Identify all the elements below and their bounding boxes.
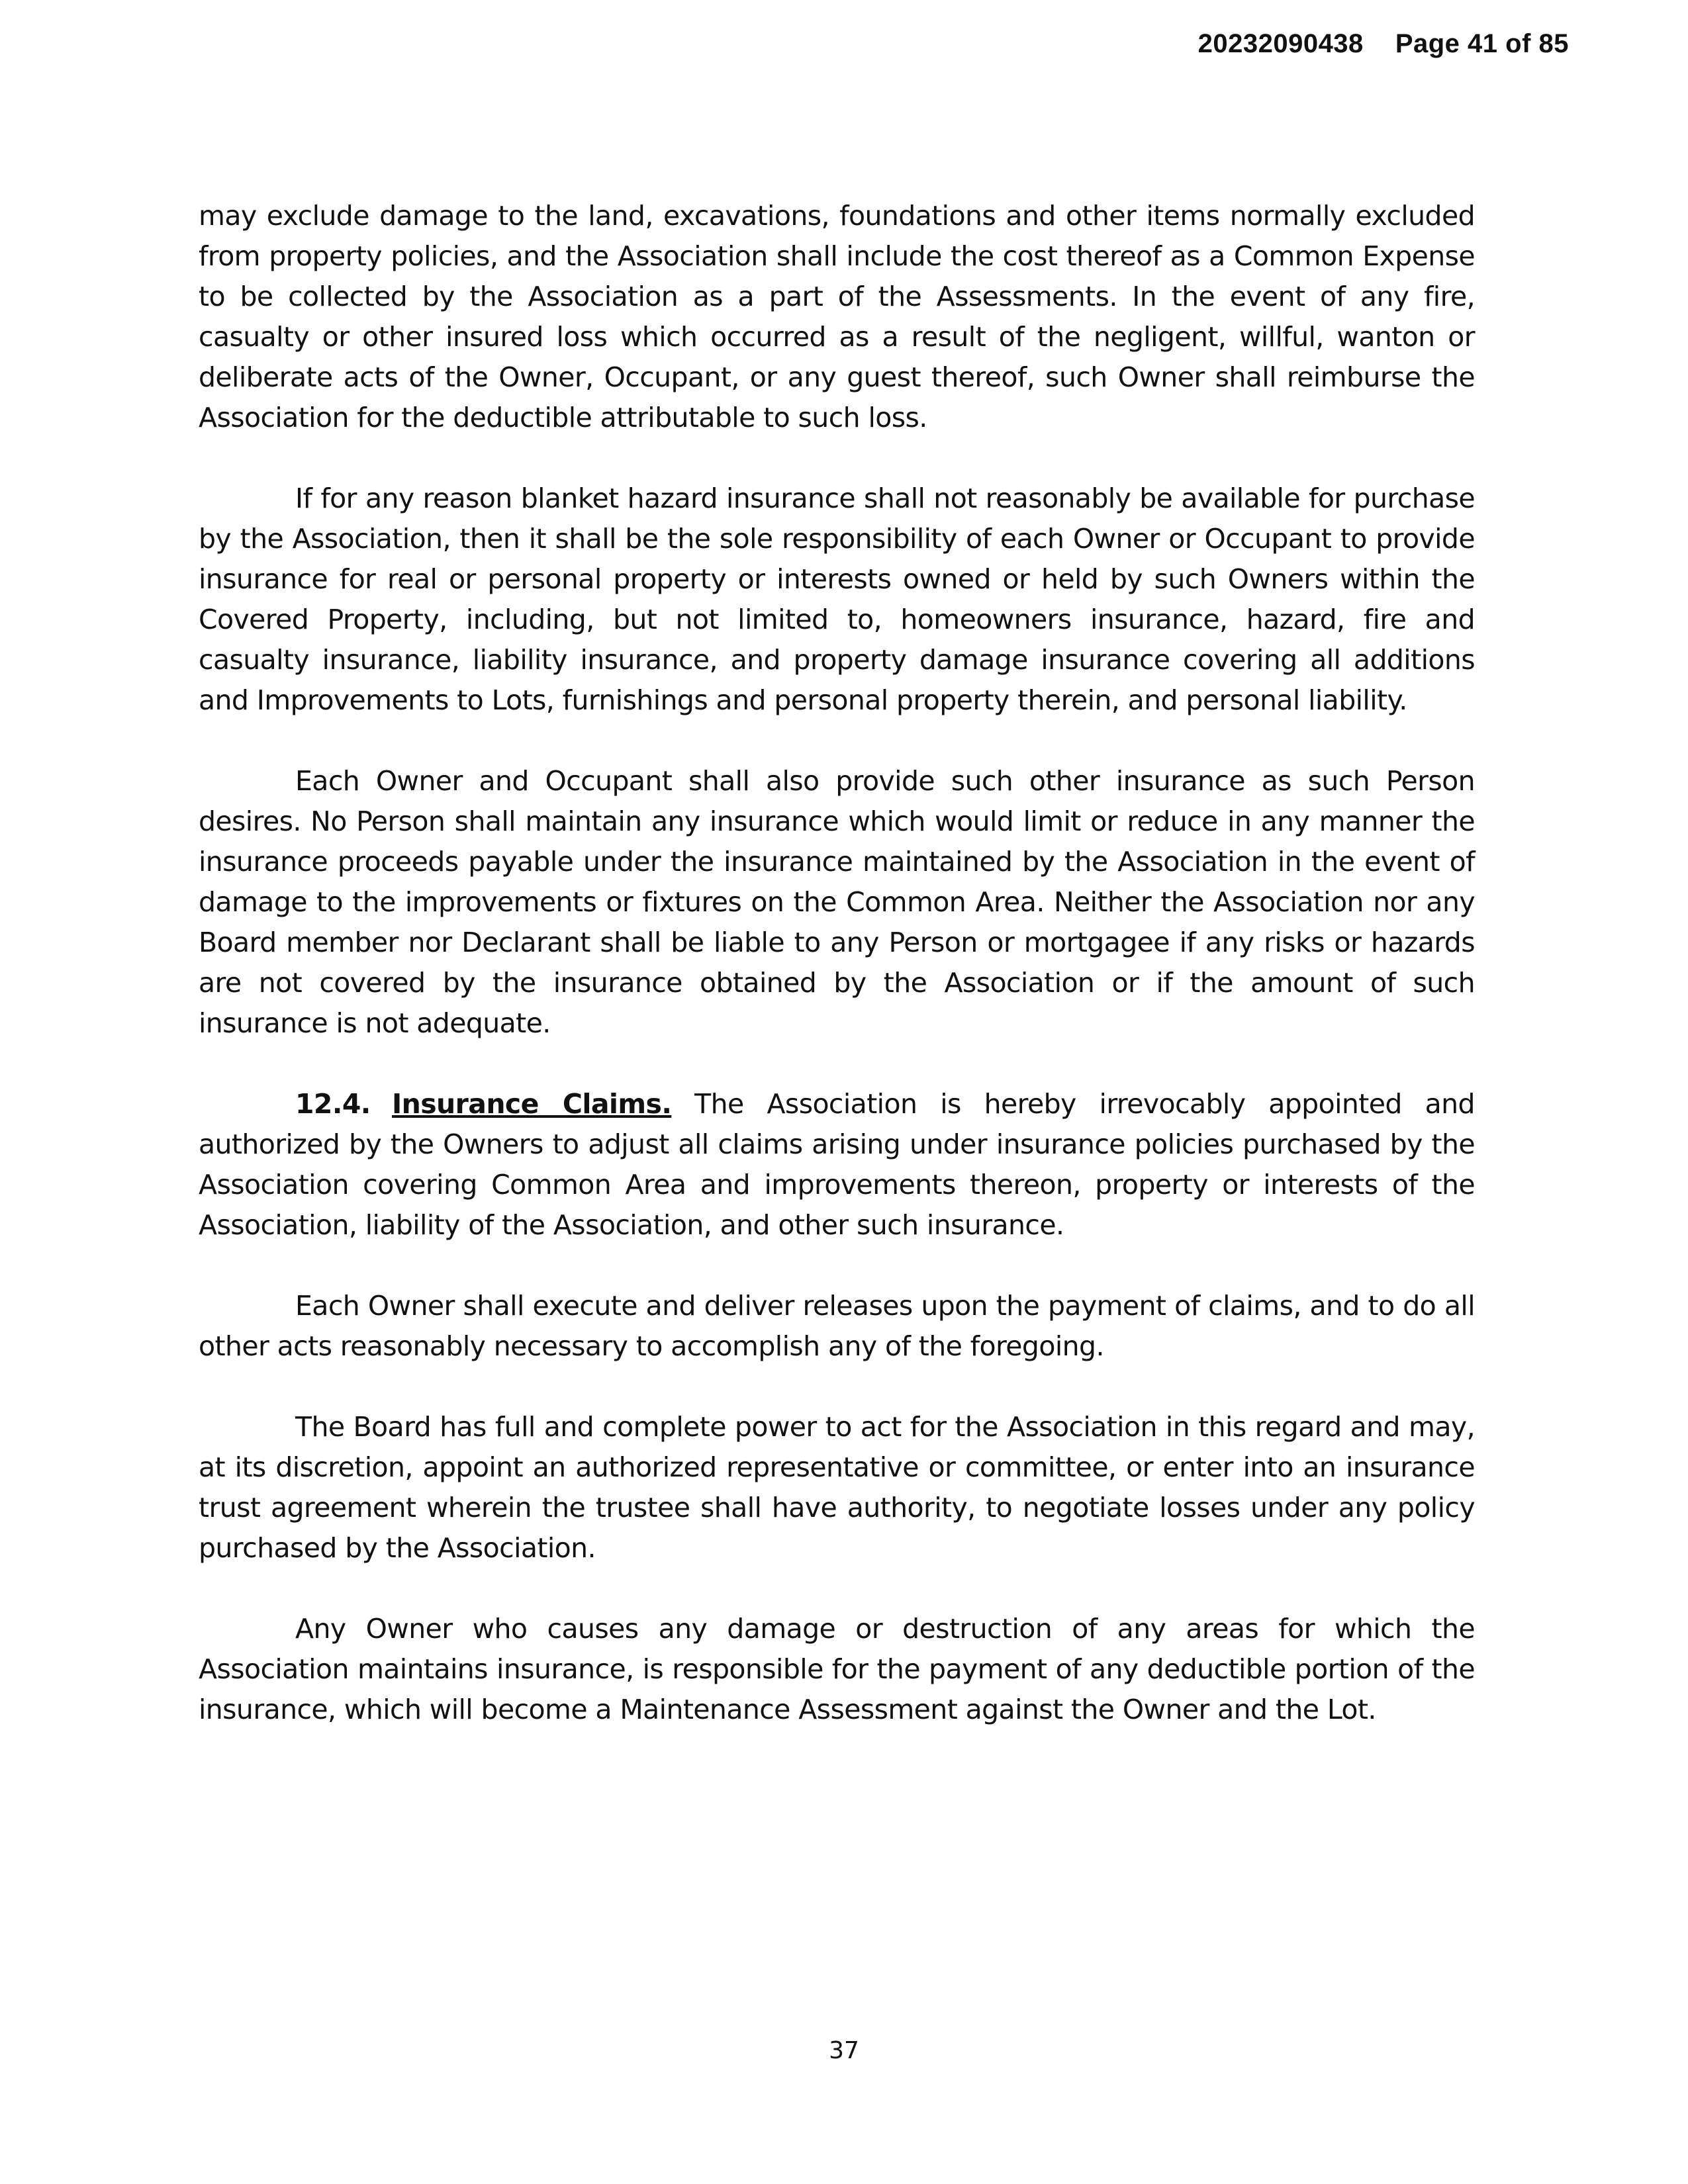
paragraph-deductible: Any Owner who causes any damage or destruction of any areas for which the Association maintains insurance, is responsible for the payment of any deductible portion of the insurance, which will become a Maintenance Assessment against the Owner and the Lot. <box>199 1613 1475 1725</box>
document-number: 20232090438 <box>1197 29 1364 58</box>
paragraph-board-power: The Board has full and complete power to act for the Association in this regard and may, at its discretion, appoint an authorized representative or committee, or enter into an insurance trust agreement wherein the trustee shall have authority, to negotiate losses under any policy purchased by the Association. <box>199 1411 1475 1564</box>
section-12-4 <box>199 1084 1475 1246</box>
paragraph-continuation: may exclude damage to the land, excavations, foundations and other items normally excluded from property policies, and the Association shall include the cost thereof as a Common Expense to be collected by the Association as a part of the Assessments. In the event of any fire, casualty or other insured loss which occurred as a result of the negligent, willful, wanton or deliberate acts of the Owner, Occupant, or any guest thereof, such Owner shall reimburse the Association for the deductible attributable to such loss. <box>199 200 1475 433</box>
paragraph-releases: Each Owner shall execute and deliver releases upon the payment of claims, and to do all other acts reasonably necessary to accomplish any of the foregoing. <box>199 1290 1475 1362</box>
page-count-label: Page 41 of 85 <box>1395 29 1569 58</box>
section-number: 12.4. <box>295 1088 371 1120</box>
section-title: Insurance Claims. <box>392 1088 672 1120</box>
paragraph-blanket-hazard-insurance: If for any reason blanket hazard insurance shall not reasonably be available for purchase by the Association, then it shall be the sole responsibility of each Owner or Occupant to provide insurance for real or personal property or interests owned or held by such Owners within the Covered Property, including, but not limited to, homeowners insurance, hazard, fire and casualty insurance, liability insurance, and property damage insurance covering all additions and Improvements to Lots, furnishings and personal property therein, and personal liability. <box>199 482 1475 716</box>
paragraph-other-insurance: Each Owner and Occupant shall also provide such other insurance as such Person desires. No Person shall maintain any insurance which would limit or reduce in any manner the insurance proceeds payable under the insurance maintained by the Association in the event of damage to the improvements or fixtures on the Common Area. Neither the Association nor any Board member nor Declarant shall be liable to any Person or mortgagee if any risks or hazards are not covered by the insurance obtained by the Association or if the amount of such insurance is not adequate. <box>199 765 1475 1039</box>
section-text: The Association is hereby irrevocably appointed and authorized by the Owners to adjust all claims arising under insurance policies purchased by the Association covering Common Area and improvements thereon, property or interests of the Association, liability of the Association, and other such insurance. <box>199 1088 1475 1241</box>
page-number: 37 <box>829 2037 859 2064</box>
page-header <box>1198 29 1569 59</box>
document-body <box>199 196 1475 1770</box>
